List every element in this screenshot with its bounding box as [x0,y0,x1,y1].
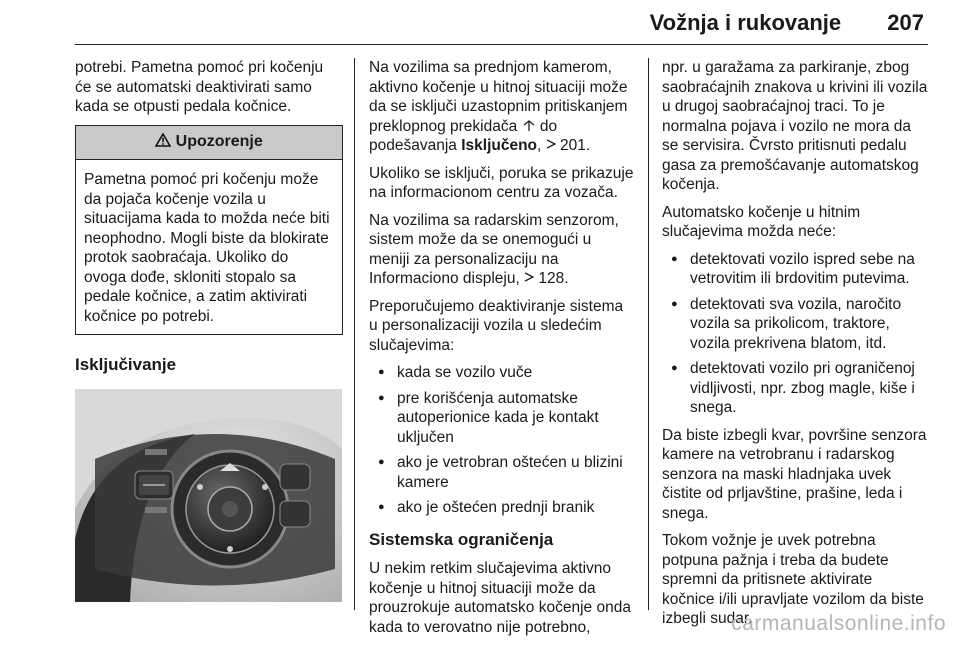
paragraph [369,211,634,289]
list-item: ● ako je oštećen prednji branik [369,498,634,518]
list-item: ● ako je vetrobran oštećen u blizini kamere [369,453,634,492]
text-run: , [537,137,546,154]
warning-body: Pametna pomoć pri kočenju može da pojača kočenje vozila u situacijama kada to možda neće biti neophodno. Mogli biste da blokirate protok saobraćaja. Ukoliko do ovoga dođe, skloniti stopalo sa pedale kočnice, a zatim aktivirati kočnice po potrebi. [84,171,330,325]
column-divider [648,58,649,610]
paragraph: Da biste izbegli kvar, površine senzora kamere na vetrobranu i radarskog senzora na maski hladnjaka uvek čistite od prljavštine, prašine, leda i snega. [662,426,927,522]
watermark: carmanualsonline.info [731,612,946,635]
header-title: Vožnja i rukovanje [649,10,842,35]
text-run: Na vozilima sa prednjom kamerom, aktivno kočenje u hitnoj situaciji može da se isključi uzastopnim pritiskanjem preklopnog prekidača [369,59,628,135]
text-run: Na vozilima sa radarskim senzorom, sistem može da se onemogući u meniji za personalizaciju na Informaciono displeju, [369,211,619,287]
steering-wheel-controls-photo [75,389,342,602]
warning-triangle-icon [155,133,175,150]
setting-name: Isključeno [461,137,538,154]
page-reference[interactable]: 201. [559,137,591,154]
list-item: ● detektovati sva vozila, naročito vozila sa prikolicom, traktore, vozila prekrivena blatom, itd. [662,295,928,354]
paragraph: npr. u garažama za parkiranje, zbog saobraćajnih znakova u krivini ili vozila u drugoj saobraćajnoj traci. To je normalna pojava i vozilo ne mora da se servisira. Čvrsto pritisnuti pedalu gasa za premošćavanje automatskog kočenja. [662,59,928,193]
page-reference[interactable]: 128. [538,270,569,287]
column-divider [354,58,355,610]
header-rule [75,44,928,45]
page-header [650,10,924,36]
page-number: 207 [887,10,924,35]
paragraph: Preporučujemo deaktiviranje sistema u personalizaciji vozila u sledećim slučajevima: [369,297,624,354]
paragraph: Tokom vožnje je uvek potrebna potpuna pažnja i treba da budete spremni da pritisnete aktivirate kočnice i/ili upravljate vozilom da biste izbegli sudar. [662,532,924,627]
paragraph: potrebi. Pametna pomoć pri kočenju će se automatski deaktivirati samo kada se otpusti pedala kočnice. [75,59,324,115]
column-1 [75,58,343,602]
column-3 [662,58,928,637]
paragraph: Ukoliko se isključi, poruka se prikazuje na informacionom centru za vozača. [369,164,634,201]
paragraph: U nekim retkim slučajevima aktivno kočenje u hitnoj situaciji može da prouzrokuje automatsko kočenje onda kada to verovatno nije potrebno, [369,560,631,636]
paragraph: Automatsko kočenje u hitnim slučajevima možda neće: [662,203,861,240]
section-heading: Isključivanje [75,355,177,374]
warning-box [75,125,343,336]
page-reference-icon [524,270,534,287]
warning-header [76,126,342,161]
bullet-list [662,250,928,418]
section-heading: Sistemska ograničenja [369,529,554,549]
list-item: ● kada se vozilo vuče [369,363,634,383]
warning-title: Upozorenje [175,132,263,150]
page-reference-icon [546,137,556,154]
list-item: ● pre korišćenja automatske autoperionice kada je kontakt uključen [369,389,634,448]
paragraph [369,58,634,156]
toggle-switch-icon [522,118,536,135]
text-run: do podešavanja [369,117,558,154]
bullet-list [369,363,634,518]
column-2 [369,58,634,645]
list-item: ● detektovati vozilo pri ograničenoj vidljivosti, npr. zbog magle, kiše i snega. [662,359,928,418]
list-item: ● detektovati vozilo ispred sebe na vetrovitim ili brdovitim putevima. [662,250,928,289]
